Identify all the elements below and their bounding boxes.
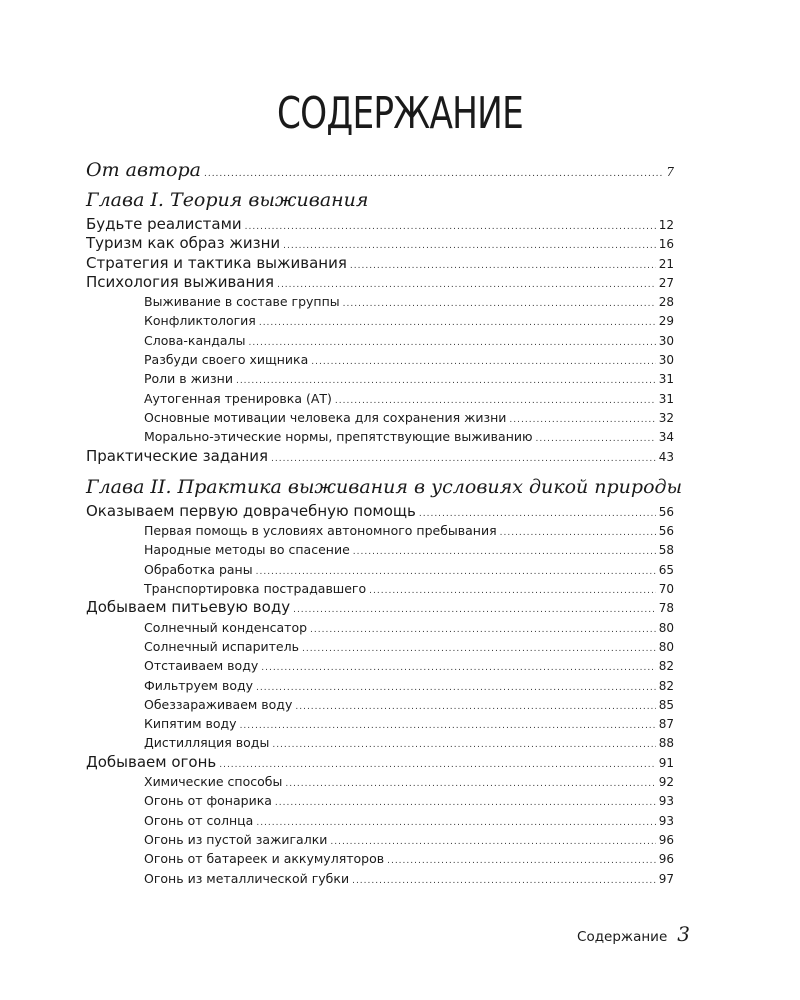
dot-leader bbox=[256, 679, 656, 695]
dot-leader bbox=[387, 852, 656, 868]
dot-leader bbox=[343, 295, 656, 311]
toc-page-number: 82 bbox=[658, 659, 674, 674]
toc-page-number: 31 bbox=[658, 391, 674, 406]
dot-leader bbox=[271, 450, 656, 466]
toc-page-number: 56 bbox=[658, 524, 674, 539]
toc-subsection-entry[interactable] bbox=[86, 292, 674, 311]
dot-leader bbox=[509, 411, 655, 427]
toc-page-number: 32 bbox=[658, 410, 674, 425]
toc-section-entry[interactable] bbox=[86, 753, 674, 772]
chapter-heading-1[interactable]: Глава I. Теория выживания bbox=[86, 189, 369, 211]
dot-leader bbox=[353, 543, 656, 559]
chapter-2-entries bbox=[86, 502, 674, 888]
toc-section-entry[interactable] bbox=[86, 254, 674, 273]
footer-section-label: Содержание bbox=[577, 929, 668, 945]
toc-subsection-entry[interactable] bbox=[86, 427, 674, 446]
dot-leader bbox=[335, 392, 656, 408]
toc-entry-label: Добываем питьевую воду bbox=[86, 598, 291, 617]
toc-page-number: 97 bbox=[658, 871, 674, 886]
dot-leader bbox=[302, 640, 656, 656]
dot-leader bbox=[261, 659, 655, 675]
toc-subsection-entry[interactable] bbox=[86, 676, 674, 695]
toc-entry-label: От автора bbox=[86, 159, 201, 181]
toc-entry-label: Туризм как образ жизни bbox=[86, 234, 281, 253]
toc-section-entry[interactable] bbox=[86, 234, 674, 253]
dot-leader bbox=[536, 430, 656, 446]
toc-page-number: 58 bbox=[658, 543, 674, 558]
toc-page-number: 88 bbox=[658, 736, 674, 751]
dot-leader bbox=[219, 756, 656, 772]
toc-subsection-entry[interactable] bbox=[86, 637, 674, 656]
page-title: СОДЕРЖАНИЕ bbox=[277, 88, 523, 139]
toc-subsection-entry[interactable] bbox=[86, 656, 674, 675]
toc-page-number: 56 bbox=[658, 504, 674, 519]
toc-subsection-entry[interactable] bbox=[86, 618, 674, 637]
dot-leader bbox=[310, 621, 656, 637]
toc-section-entry[interactable] bbox=[86, 273, 674, 292]
toc-section-entry[interactable] bbox=[86, 502, 674, 521]
toc-entry-label: Выживание в составе группы bbox=[144, 294, 340, 310]
toc-section-entry[interactable] bbox=[86, 447, 674, 466]
toc-subsection-entry[interactable] bbox=[86, 331, 674, 350]
dot-leader bbox=[236, 372, 656, 388]
toc-page-number: 30 bbox=[658, 333, 674, 348]
toc-entry-label: Аутогенная тренировка (АТ) bbox=[144, 390, 332, 406]
toc-entry-label: Огонь от солнца bbox=[144, 812, 254, 828]
dot-leader bbox=[369, 582, 656, 598]
toc-entry-label: Конфликтология bbox=[144, 313, 256, 329]
toc-page-number: 16 bbox=[658, 237, 674, 252]
toc-page-number: 96 bbox=[658, 832, 674, 847]
toc-subsection-entry[interactable] bbox=[86, 869, 674, 888]
dot-leader bbox=[293, 601, 656, 617]
toc-entry-label: Роли в жизни bbox=[144, 371, 233, 387]
toc-entry-label: Дистилляция воды bbox=[144, 735, 270, 751]
toc-page-number: 65 bbox=[658, 562, 674, 577]
toc-subsection-entry[interactable] bbox=[86, 695, 674, 714]
toc-page-number: 28 bbox=[658, 295, 674, 310]
dot-leader bbox=[295, 698, 655, 714]
toc-entry-label: Огонь от батареек и аккумуляторов bbox=[144, 851, 385, 867]
toc-page-number: 31 bbox=[658, 372, 674, 387]
dot-leader bbox=[311, 353, 655, 369]
toc-section-entry[interactable] bbox=[86, 598, 674, 617]
toc-entry-label: Будьте реалистами bbox=[86, 215, 242, 233]
toc-subsection-entry[interactable] bbox=[86, 714, 674, 733]
toc-entry-label: Психология выживания bbox=[86, 272, 275, 291]
toc-page-number: 96 bbox=[658, 852, 674, 867]
toc-page-number: 29 bbox=[658, 314, 674, 329]
dot-leader bbox=[259, 314, 656, 330]
dot-leader bbox=[256, 814, 655, 830]
dot-leader bbox=[256, 563, 656, 579]
toc-page-number: 80 bbox=[658, 639, 674, 654]
toc-entry-label: Разбуди своего хищника bbox=[144, 352, 309, 368]
toc-subsection-entry[interactable] bbox=[86, 811, 674, 830]
toc-page-number: 30 bbox=[658, 353, 674, 368]
toc-page-number: 7 bbox=[666, 165, 674, 179]
dot-leader bbox=[275, 794, 656, 810]
dot-leader bbox=[248, 334, 655, 350]
toc-entry-label: Оказываем первую доврачебную помощь bbox=[86, 501, 416, 520]
toc-page-number: 43 bbox=[658, 449, 674, 464]
dot-leader bbox=[419, 505, 656, 521]
toc-page-number: 34 bbox=[658, 430, 674, 445]
dot-leader bbox=[330, 833, 655, 849]
page-footer bbox=[577, 922, 690, 946]
toc-subsection-entry[interactable] bbox=[86, 849, 674, 868]
chapter-heading-2[interactable]: Глава II. Практика выживания в условиях дикой природы bbox=[86, 475, 683, 498]
toc-page-number: 80 bbox=[658, 620, 674, 635]
toc-entry-label: Солнечный испаритель bbox=[144, 638, 299, 654]
footer-page-number: 3 bbox=[677, 922, 690, 946]
toc-subsection-entry[interactable] bbox=[86, 369, 674, 388]
toc-subsection-entry[interactable] bbox=[86, 579, 674, 598]
toc-entry-label: Обеззараживаем воду bbox=[144, 696, 293, 712]
toc-page-number: 21 bbox=[658, 256, 674, 271]
toc-entry-label: Огонь от фонарика bbox=[144, 793, 272, 809]
toc-page-number: 82 bbox=[658, 678, 674, 693]
toc-entry-label: Народные методы во спасение bbox=[144, 542, 350, 558]
toc-page-number: 85 bbox=[658, 697, 674, 712]
dot-leader bbox=[352, 872, 656, 888]
toc-entry-label: Огонь из металлической губки bbox=[144, 870, 350, 886]
toc-entry-label: Основные мотивации человека для сохранения жизни bbox=[144, 409, 507, 425]
toc-page-number: 87 bbox=[658, 717, 674, 732]
toc-entry-label: Огонь из пустой зажигалки bbox=[144, 831, 328, 847]
toc-subsection-entry[interactable] bbox=[86, 560, 674, 579]
toc-entry-label: Стратегия и тактика выживания bbox=[86, 253, 347, 272]
toc-subsection-entry[interactable] bbox=[86, 772, 674, 791]
toc-subsection-entry[interactable] bbox=[86, 791, 674, 810]
toc-subsection-entry[interactable] bbox=[86, 408, 674, 427]
dot-leader bbox=[500, 524, 656, 540]
dot-leader bbox=[283, 237, 656, 253]
toc-entry-label: Добываем огонь bbox=[86, 752, 217, 771]
dot-leader bbox=[285, 775, 655, 791]
toc-page-number: 92 bbox=[658, 775, 674, 790]
toc-subsection-entry[interactable] bbox=[86, 350, 674, 369]
dot-leader bbox=[277, 276, 656, 292]
toc-entry-label: Слова-кандалы bbox=[144, 332, 246, 348]
toc-entry-author[interactable] bbox=[86, 157, 674, 183]
toc-entry-label: Обработка раны bbox=[144, 561, 253, 577]
toc-subsection-entry[interactable] bbox=[86, 521, 674, 540]
toc-entry-label: Химические способы bbox=[144, 774, 283, 790]
table-of-contents bbox=[86, 157, 683, 888]
toc-entry-label: Фильтруем воду bbox=[144, 677, 254, 693]
toc-subsection-entry[interactable] bbox=[86, 389, 674, 408]
toc-subsection-entry[interactable] bbox=[86, 311, 674, 330]
toc-page-number: 91 bbox=[658, 755, 674, 770]
toc-page-number: 70 bbox=[658, 582, 674, 597]
toc-subsection-entry[interactable] bbox=[86, 830, 674, 849]
dot-leader bbox=[204, 161, 663, 183]
toc-page-number: 78 bbox=[658, 601, 674, 616]
toc-entry-label: Морально-этические нормы, препятствующие выживанию bbox=[144, 429, 533, 445]
toc-subsection-entry[interactable] bbox=[86, 540, 674, 559]
toc-entry-label: Кипятим воду bbox=[144, 716, 237, 732]
dot-leader bbox=[240, 717, 656, 733]
toc-subsection-entry[interactable] bbox=[86, 733, 674, 752]
toc-page-number: 93 bbox=[658, 813, 674, 828]
toc-entry-label: Отстаиваем воду bbox=[144, 658, 259, 674]
dot-leader bbox=[245, 218, 656, 234]
toc-page-number: 12 bbox=[658, 218, 674, 232]
toc-page-number: 27 bbox=[658, 275, 674, 290]
toc-entry-label: Первая помощь в условиях автономного пребывания bbox=[144, 523, 497, 539]
toc-section-entry[interactable] bbox=[86, 215, 674, 234]
chapter-1-entries bbox=[86, 215, 674, 466]
toc-entry-label: Транспортировка пострадавшего bbox=[144, 581, 367, 597]
dot-leader bbox=[350, 257, 656, 273]
toc-entry-label: Солнечный конденсатор bbox=[144, 619, 308, 635]
dot-leader bbox=[272, 736, 655, 752]
toc-entry-label: Практические задания bbox=[86, 446, 268, 465]
toc-page-number: 93 bbox=[658, 794, 674, 809]
